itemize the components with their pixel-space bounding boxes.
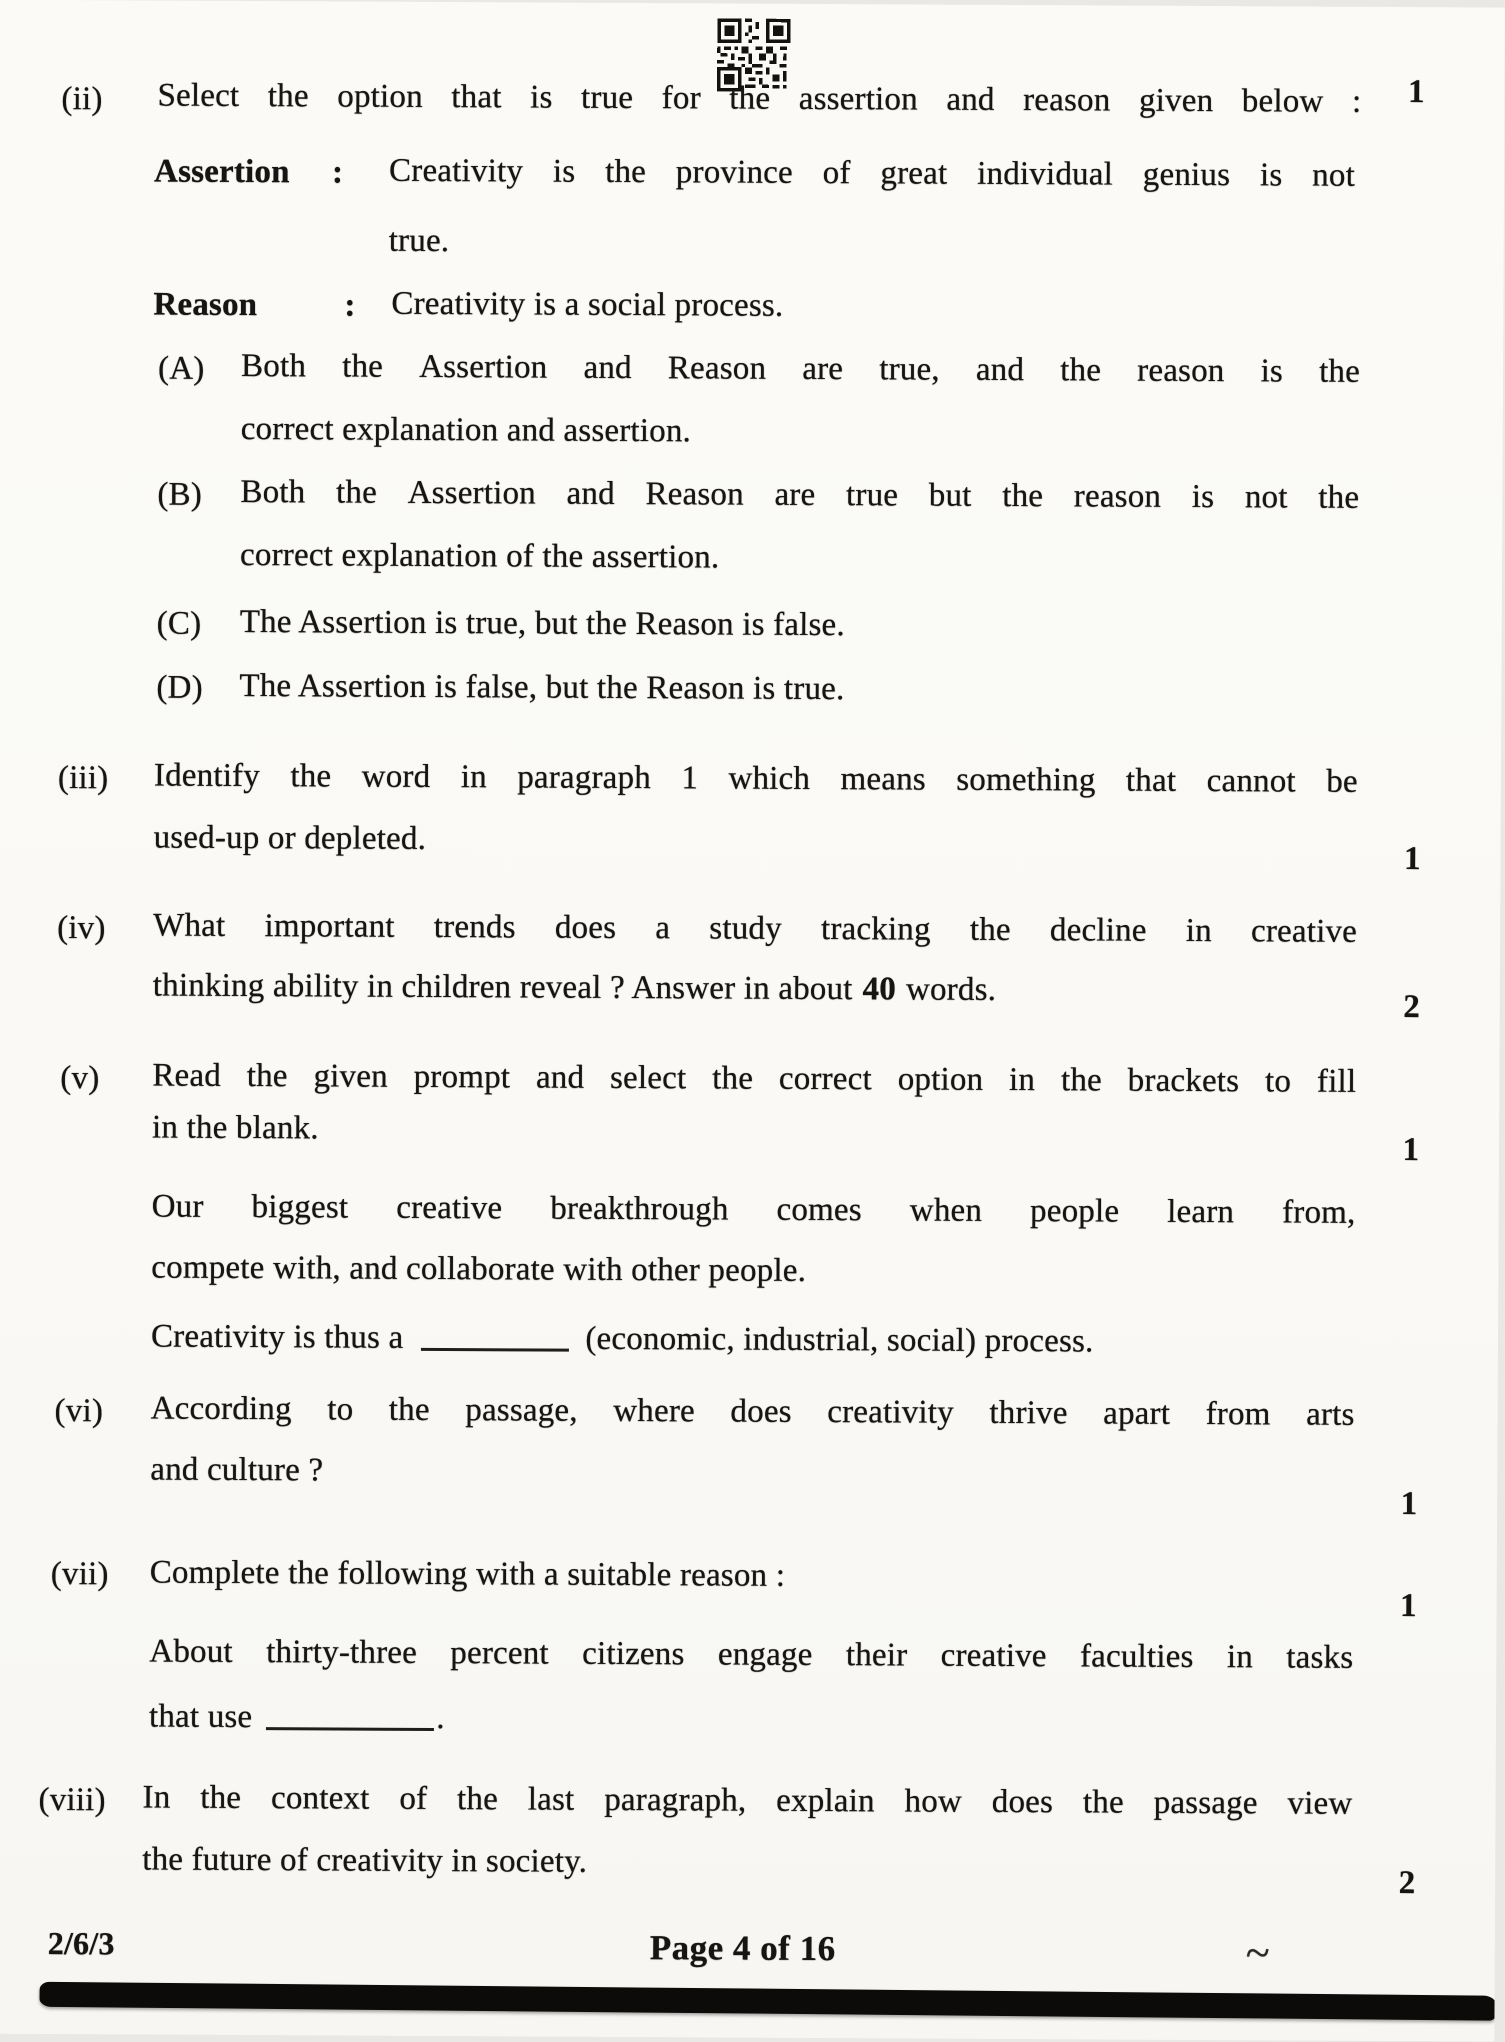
option-d-letter: (D) bbox=[156, 669, 203, 706]
question-ii-prompt: Select the option that is true for the assertion and reason given below : bbox=[157, 77, 1362, 120]
paper-code: 2/6/3 bbox=[47, 1924, 115, 1962]
question-vi-line2: and culture ? bbox=[150, 1451, 324, 1489]
reason-blank-pre: that use bbox=[148, 1698, 253, 1736]
reason-para-line1: About thirty-three percent citizens engage their creative faculties in tasks bbox=[149, 1633, 1354, 1676]
question-vi-number: (vi) bbox=[54, 1392, 104, 1430]
question-vii-line1: Complete the following with a suitable reason : bbox=[149, 1554, 786, 1594]
marks-badge: 2 bbox=[1398, 1865, 1416, 1902]
question-v-number: (v) bbox=[60, 1060, 100, 1097]
prompt-para-line2: compete with, and collaborate with other people. bbox=[151, 1249, 807, 1289]
question-iii-line1: Identify the word in paragraph 1 which means something that cannot be bbox=[153, 757, 1358, 800]
word-count-bold: 40 bbox=[862, 971, 897, 1008]
marks-badge: 2 bbox=[1403, 989, 1420, 1026]
option-a-line2: correct explanation and assertion. bbox=[240, 410, 692, 450]
option-d-line1: The Assertion is false, but the Reason is true. bbox=[239, 667, 845, 708]
assertion-text-line1: Creativity is the province of great individual genius is not bbox=[389, 152, 1356, 194]
answer-blank bbox=[421, 1315, 569, 1352]
marks-badge: 1 bbox=[1400, 1588, 1417, 1625]
question-iv-line2-tail: words. bbox=[905, 971, 997, 1008]
option-b-line1: Both the Assertion and Reason are true but the reason is not the bbox=[240, 473, 1360, 516]
question-viii-number: (viii) bbox=[38, 1781, 106, 1819]
marks-badge: 1 bbox=[1407, 74, 1425, 111]
option-c-letter: (C) bbox=[156, 605, 202, 642]
question-iv-line2 bbox=[153, 964, 997, 1010]
question-iv-line1: What important trends does a study tracking the decline in creative bbox=[153, 907, 1358, 950]
fill-blank-post: (economic, industrial, social) process. bbox=[585, 1320, 1094, 1360]
fill-blank-sentence bbox=[151, 1310, 1094, 1362]
question-viii-line1: In the context of the last paragraph, explain how does the passage view bbox=[142, 1779, 1353, 1822]
question-iv-line2-text: thinking ability in children reveal ? Answer in about bbox=[152, 967, 853, 1008]
tilde-mark: ~ bbox=[1245, 1928, 1270, 1978]
reason-label: Reason bbox=[153, 286, 258, 324]
marks-badge: 1 bbox=[1400, 1486, 1418, 1523]
reason-colon: : bbox=[344, 287, 356, 324]
assertion-label: Assertion bbox=[154, 153, 290, 191]
scan-edge-bar bbox=[39, 1982, 1497, 2021]
marks-badge: 1 bbox=[1402, 1132, 1420, 1169]
question-viii-line2: the future of creativity in society. bbox=[142, 1841, 588, 1880]
marks-badge: 1 bbox=[1403, 841, 1421, 878]
fill-blank-pre: Creativity is thus a bbox=[150, 1318, 404, 1356]
assertion-text-line2: true. bbox=[388, 222, 450, 260]
question-iii-line2: used-up or depleted. bbox=[153, 819, 427, 857]
answer-blank bbox=[266, 1694, 434, 1731]
question-v-line2: in the blank. bbox=[152, 1109, 319, 1147]
assertion-colon: : bbox=[332, 154, 344, 191]
reason-para-line2 bbox=[149, 1690, 445, 1739]
reason-blank-post: . bbox=[436, 1699, 445, 1737]
question-v-line1: Read the given prompt and select the correct option in the brackets to fill bbox=[152, 1057, 1357, 1100]
option-b-letter: (B) bbox=[157, 476, 203, 513]
option-a-line1: Both the Assertion and Reason are true, and the reason is the bbox=[240, 347, 1361, 390]
page-number: Page 4 of 16 bbox=[649, 1928, 836, 1969]
question-vii-number: (vii) bbox=[50, 1555, 109, 1593]
option-a-letter: (A) bbox=[157, 350, 205, 387]
option-b-line2: correct explanation of the assertion. bbox=[240, 536, 720, 576]
option-c-line1: The Assertion is true, but the Reason is false. bbox=[239, 603, 845, 644]
prompt-para-line1: Our biggest creative breakthrough comes when people learn from, bbox=[151, 1188, 1356, 1231]
question-ii-number: (ii) bbox=[61, 81, 103, 118]
reason-text: Creativity is a social process. bbox=[391, 285, 784, 324]
question-iv-number: (iv) bbox=[57, 909, 106, 947]
question-vi-line1: According to the passage, where does creativity thrive apart from arts bbox=[150, 1390, 1355, 1433]
question-iii-number: (iii) bbox=[57, 760, 109, 797]
